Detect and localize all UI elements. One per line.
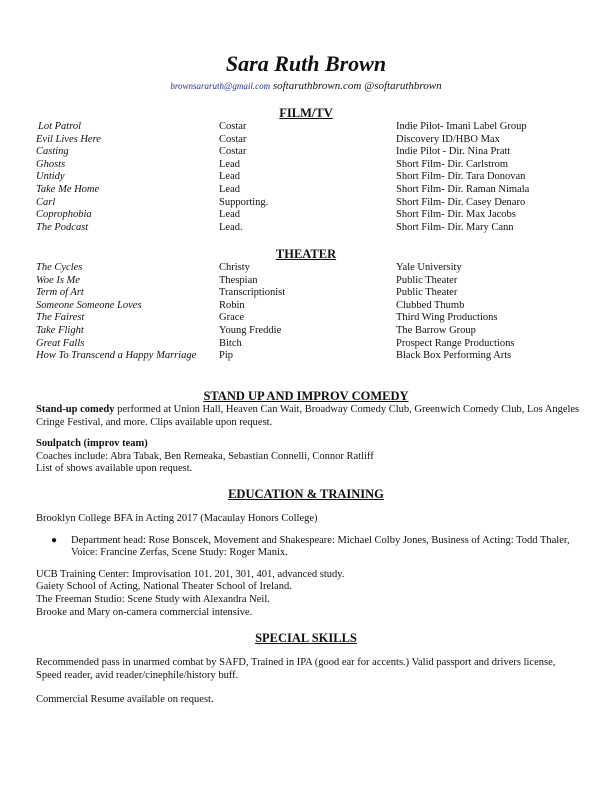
credit-title: Lot Patrol — [38, 121, 82, 132]
credit-production: Short Film- Dir. Mary Cann — [396, 221, 514, 233]
credit-role: Costar — [219, 121, 247, 132]
credit-role: Supporting. — [219, 196, 269, 208]
credit-row — [36, 325, 596, 338]
credit-row — [36, 197, 596, 210]
film-tv-heading: FILM/TV — [279, 106, 333, 120]
theater-heading: THEATER — [275, 247, 337, 261]
credit-role: Costar — [219, 146, 247, 158]
improv-team-label: Soulpatch (improv team) — [36, 438, 148, 450]
credit-role: Pip — [219, 350, 234, 362]
standup-heading: STAND UP AND IMPROV COMEDY — [203, 389, 409, 403]
theater-credits — [36, 262, 596, 363]
credit-production: Short Film- Dir. Raman Nimala — [396, 183, 530, 195]
skills-block — [36, 657, 581, 707]
credit-role: Costar — [219, 133, 247, 145]
credit-role: Transcriptionist — [219, 287, 286, 299]
credit-title: Coprophobia — [36, 209, 92, 221]
credit-row — [36, 121, 596, 134]
training-line: Gaiety School of Acting, National Theater School of Ireland. — [36, 581, 292, 593]
education-block — [36, 513, 581, 619]
credit-title: How To Transcend a Happy Marriage — [36, 350, 197, 362]
training-line: The Freeman Studio: Scene Study with Alexandra Neil. — [36, 593, 270, 605]
bullet-icon: ● — [51, 534, 58, 546]
credit-title: The Podcast — [36, 221, 89, 233]
credit-role: Lead. — [219, 221, 243, 233]
credit-row — [36, 222, 596, 235]
credit-production: Short Film- Dir. Casey Denaro — [396, 196, 526, 208]
credit-row — [36, 184, 596, 197]
website-text: softaruthbrown.com — [272, 80, 362, 92]
credit-row — [36, 171, 596, 184]
credit-role: Bitch — [219, 337, 242, 349]
credit-row — [36, 312, 596, 325]
film-tv-credits — [36, 121, 596, 234]
credit-title: Take Flight — [36, 324, 84, 336]
credit-row — [36, 275, 596, 288]
improv-shows: List of shows available upon request. — [36, 463, 193, 475]
credit-production: Yale University — [396, 262, 462, 273]
credit-production: Clubbed Thumb — [396, 299, 465, 311]
education-degree: Brooklyn College BFA in Acting 2017 (Macaulay Honors College) — [36, 513, 318, 524]
standup-label: Stand-up comedy — [36, 404, 115, 415]
credit-production: Public Theater — [396, 274, 458, 286]
credit-row — [36, 209, 596, 222]
credit-production: Short Film- Dir. Max Jacobs — [396, 209, 516, 221]
credit-production: Public Theater — [396, 287, 458, 299]
credit-production: Discovery ID/HBO Max — [396, 133, 500, 145]
education-heading: EDUCATION & TRAINING — [228, 487, 384, 501]
credit-title: Ghosts — [36, 158, 66, 170]
skills-heading: SPECIAL SKILLS — [255, 631, 357, 645]
credit-title: Woe Is Me — [36, 274, 80, 286]
credit-title: Term of Art — [36, 287, 84, 299]
credit-title: The Fairest — [36, 312, 85, 324]
credit-production: Indie Pilot - Dir. Nina Pratt — [396, 146, 511, 158]
credit-title: Evil Lives Here — [36, 133, 101, 145]
training-line: UCB Training Center: Improvisation 101. 201, 301, 401, advanced study. — [36, 568, 345, 580]
skills-text: Recommended pass in unarmed combat by SAFD, Trained in IPA (good ear for accents.) Valid passport and drivers license, Speed reader, avid reader/cinephile/history buff. — [36, 657, 556, 681]
education-bullet-text: Department head: Rose Bonscek, Movement and Shakespeare: Michael Colby Jones, Business of Acting: Todd Thaler, Voice: Francine Zerfas, Scene Study: Roger Manix. — [71, 534, 570, 559]
credit-title: Untidy — [36, 171, 65, 183]
credit-title: Take Me Home — [36, 183, 100, 195]
education-bullet — [36, 535, 581, 560]
improv-coaches: Coaches include: Abra Tabak, Ben Remeaka, Sebastian Connelli, Connor Ratliff — [36, 450, 374, 462]
standup-text: performed at Union Hall, Heaven Can Wait, Broadway Comedy Club, Greenwich Comedy Club, Los Angeles Cringe Festival, and more. Clips available upon request. — [36, 404, 580, 428]
contact-line — [0, 80, 612, 93]
credit-title: Casting — [36, 146, 69, 158]
credit-row — [36, 338, 596, 351]
credit-role: Lead — [219, 158, 240, 170]
email-link[interactable]: brownsararuth@gmail.com — [170, 81, 271, 91]
credit-row — [36, 262, 596, 275]
credit-production: Prospect Range Productions — [396, 337, 515, 349]
commercial-note: Commercial Resume available on request. — [36, 694, 214, 706]
social-handle: @softaruthbrown — [364, 80, 442, 92]
credit-row — [36, 300, 596, 313]
credit-row — [36, 287, 596, 300]
credit-title: The Cycles — [36, 262, 83, 273]
credit-role: Robin — [219, 299, 245, 311]
credit-role: Christy — [219, 262, 250, 273]
credit-title: Great Falls — [36, 337, 85, 349]
credit-role: Lead — [219, 209, 240, 221]
credit-row — [36, 159, 596, 172]
credit-row — [36, 350, 596, 363]
credit-production: The Barrow Group — [396, 324, 476, 336]
credit-production: Short Film- Dir. Tara Donovan — [396, 171, 526, 183]
credit-role: Young Freddie — [219, 324, 282, 336]
credit-row — [36, 146, 596, 159]
credit-row — [36, 134, 596, 147]
credit-production: Black Box Performing Arts — [396, 350, 512, 362]
standup-block — [36, 404, 581, 476]
credit-role: Lead — [219, 183, 240, 195]
credit-role: Grace — [219, 312, 245, 324]
training-line: Brooke and Mary on-camera commercial intensive. — [36, 606, 253, 618]
credit-production: Short Film- Dir. Carlstrom — [396, 158, 509, 170]
credit-title: Someone Someone Loves — [36, 299, 142, 311]
credit-production: Third Wing Productions — [396, 312, 498, 324]
credit-production: Indie Pilot- Imani Label Group — [396, 121, 527, 132]
credit-role: Lead — [219, 171, 240, 183]
resume-name: Sara Ruth Brown — [225, 51, 387, 76]
standup-paragraph — [36, 404, 581, 429]
credit-role: Thespian — [219, 274, 258, 286]
credit-title: Carl — [36, 196, 56, 208]
